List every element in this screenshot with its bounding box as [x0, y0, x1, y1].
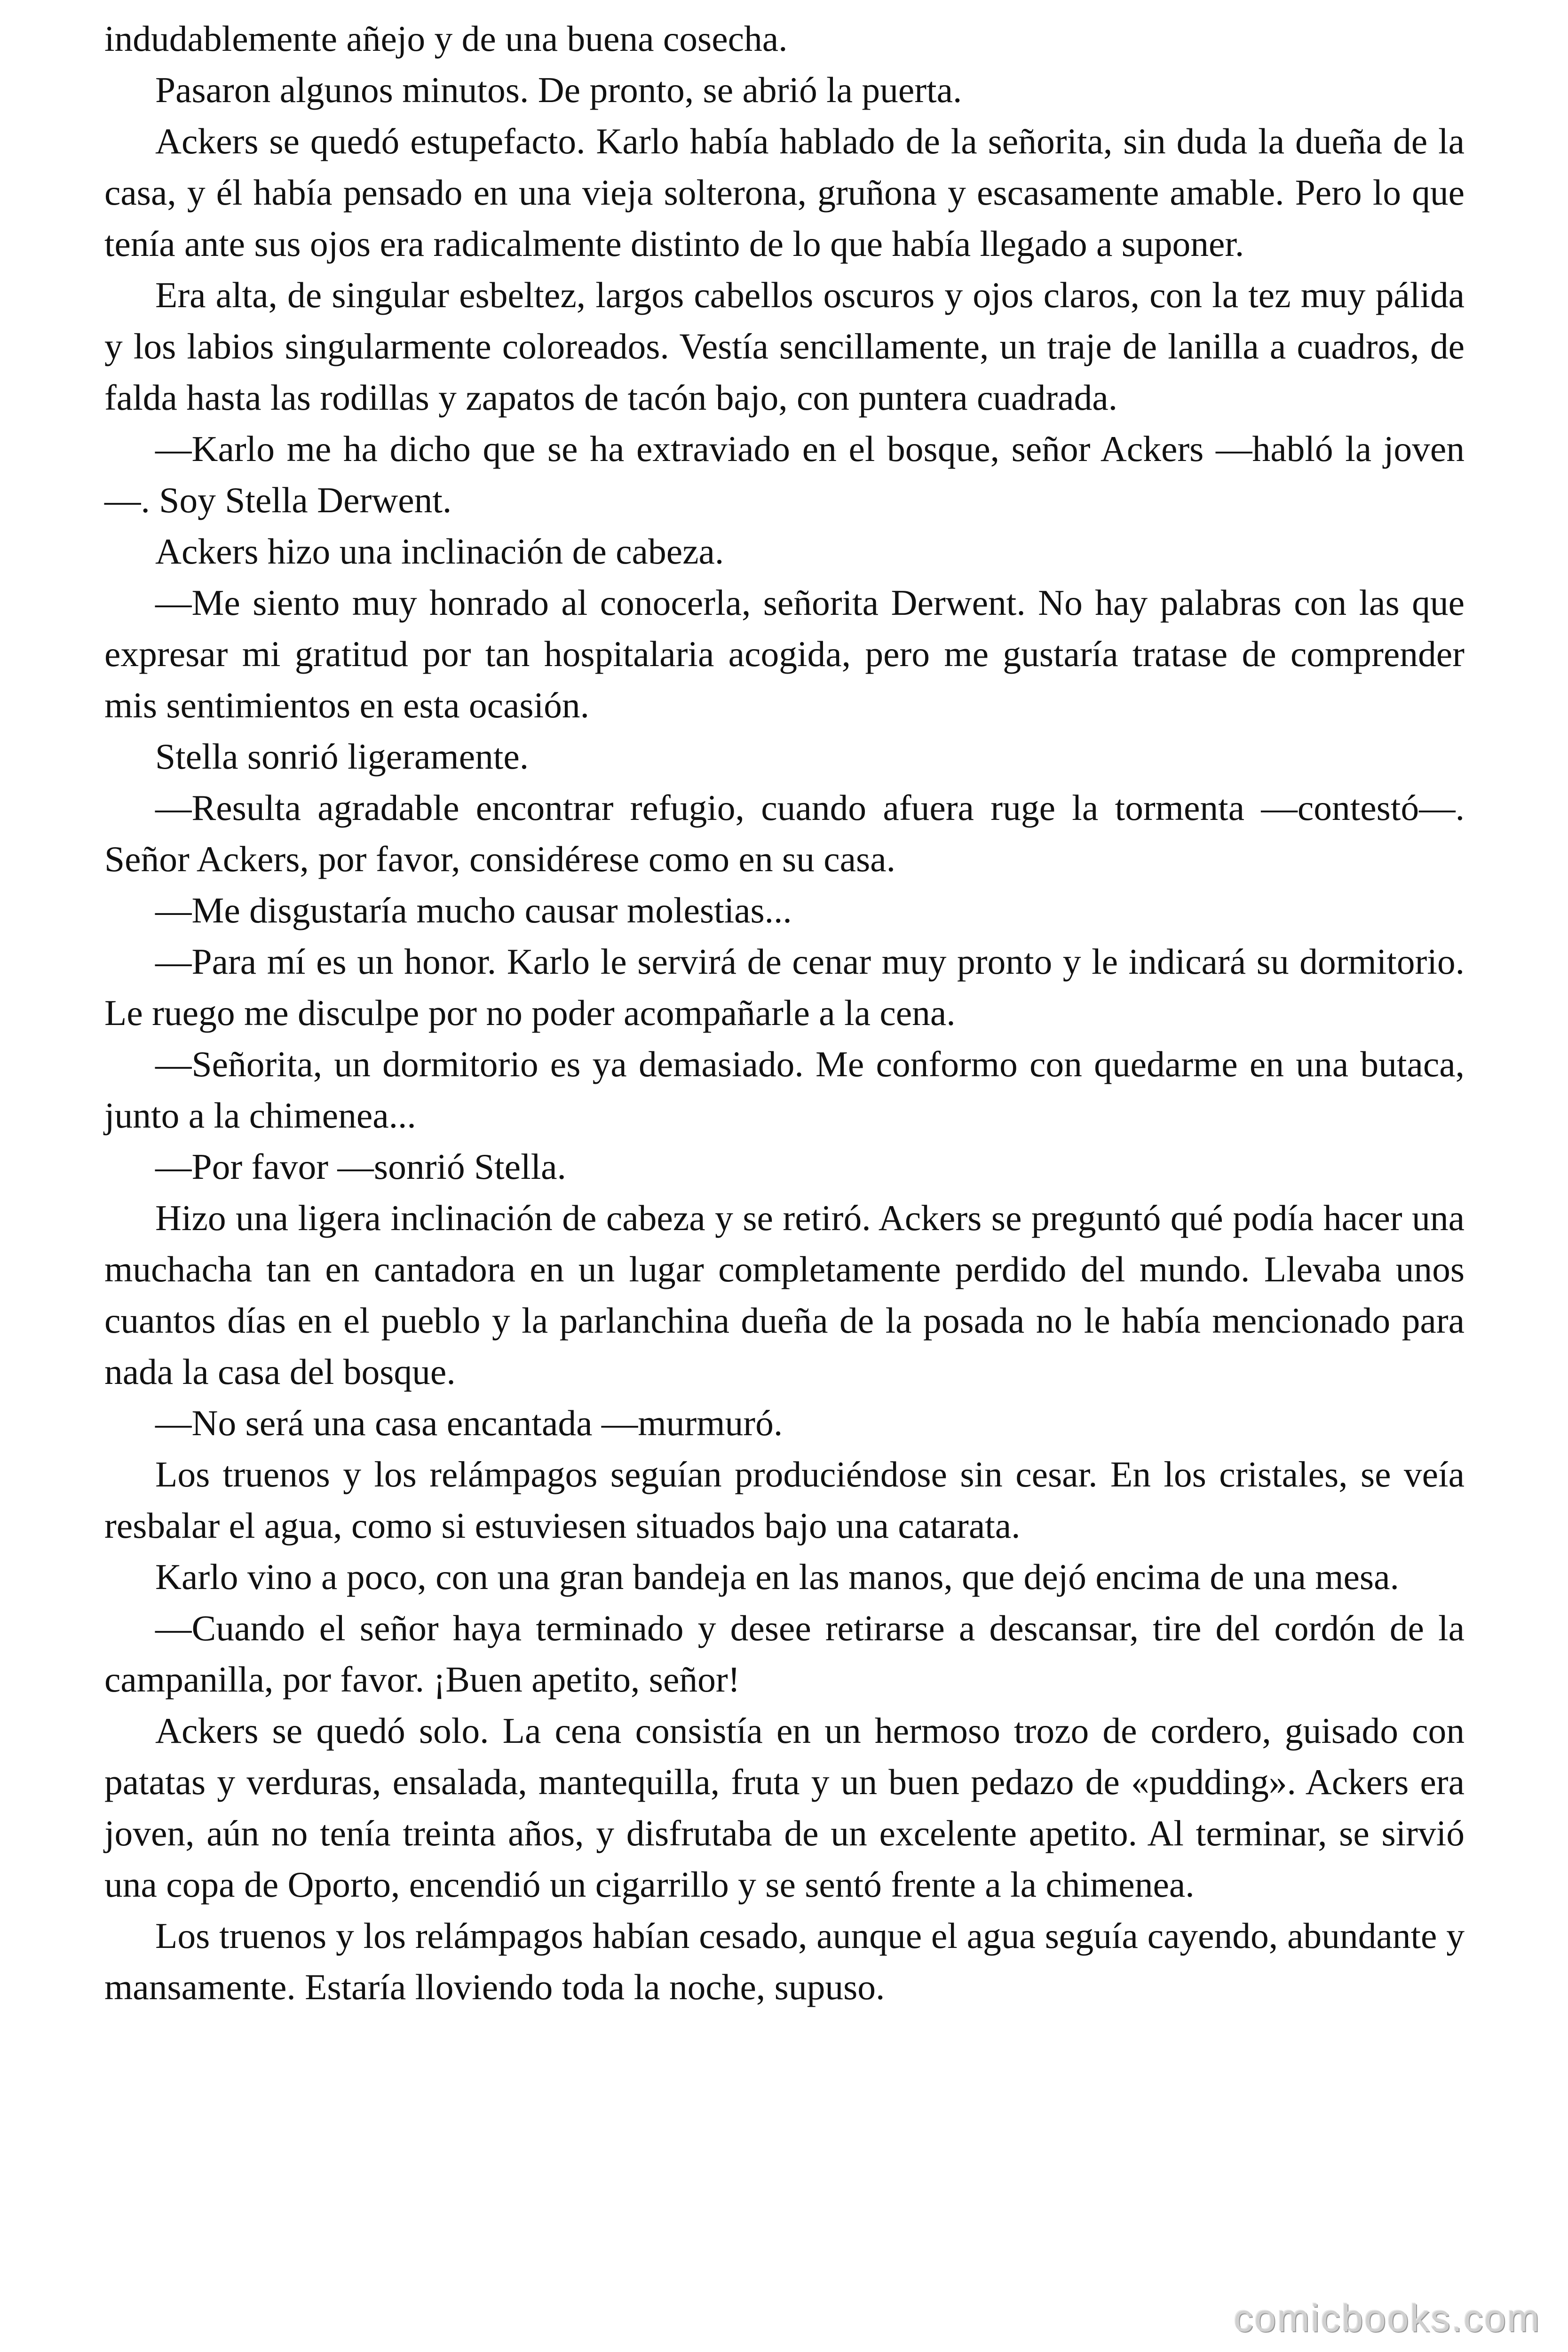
page-body [104, 13, 1465, 2013]
paragraph-19: Ackers se quedó solo. La cena consistía en un hermoso trozo de cordero, guisado con patatas y verduras, ensalada, mantequilla, fruta y un buen pedazo de «pudding». Ackers era joven, aún no tenía treinta años, y disfrutaba de un excelente apetito. Al terminar, se sirvió una copa de Oporto, encendió un cigarrillo y se sentó frente a la chimenea. [104, 1710, 1465, 1905]
paragraph-11: —Para mí es un honor. Karlo le servirá de cenar muy pronto y le indicará su dormitorio. Le ruego me disculpe por no poder acompañarle a la cena. [104, 941, 1465, 1033]
paragraph-2: Pasaron algunos minutos. De pronto, se abrió la puerta. [155, 70, 962, 110]
paragraph-14: Hizo una ligera inclinación de cabeza y se retiró. Ackers se preguntó qué podía hacer una muchacha tan en cantadora en un lugar completamente perdido del mundo. Llevaba unos cuantos días en el pueblo y la parlanchina dueña de la posada no le había mencionado para nada la casa del bosque. [104, 1198, 1465, 1392]
paragraph-7: —Me siento muy honrado al conocerla, señorita Derwent. No hay palabras con las que expresar mi gratitud por tan hospitalaria acogida, pero me gustaría tratase de comprender mis sentimientos en esta ocasión. [104, 582, 1465, 725]
paragraph-6: Ackers hizo una inclinación de cabeza. [155, 531, 724, 572]
paragraph-5: —Karlo me ha dicho que se ha extraviado en el bosque, señor Ackers —habló la joven—. Soy Stella Derwent. [104, 429, 1465, 520]
watermark-logo: comicbooks.com [1234, 2297, 1541, 2340]
paragraph-13: —Por favor —sonrió Stella. [155, 1146, 566, 1187]
paragraph-16: Los truenos y los relámpagos seguían produciéndose sin cesar. En los cristales, se veía resbalar el agua, como si estuviesen situados bajo una catarata. [104, 1454, 1465, 1546]
paragraph-12: —Señorita, un dormitorio es ya demasiado. Me conformo con quedarme en una butaca, junto a la chimenea... [104, 1044, 1465, 1136]
paragraph-17: Karlo vino a poco, con una gran bandeja en las manos, que dejó encima de una mesa. [155, 1557, 1399, 1597]
paragraph-8: Stella sonrió ligeramente. [155, 736, 529, 777]
paragraph-15: —No será una casa encantada —murmuró. [155, 1403, 783, 1443]
paragraph-3: Ackers se quedó estupefacto. Karlo había hablado de la señorita, sin duda la dueña de la casa, y él había pensado en una vieja solterona, gruñona y escasamente amable. Pero lo que tenía ante sus ojos era radicalmente distinto de lo que había llegado a suponer. [104, 121, 1465, 264]
paragraph-20: Los truenos y los relámpagos habían cesado, aunque el agua seguía cayendo, abundante y mansamente. Estaría lloviendo toda la noche, supuso. [104, 1915, 1465, 2007]
paragraph-9: —Resulta agradable encontrar refugio, cuando afuera ruge la tormenta —contestó—. Señor Ackers, por favor, considérese como en su casa. [104, 787, 1465, 879]
paragraph-10: —Me disgustaría mucho causar molestias... [155, 890, 792, 930]
paragraph-1: indudablemente añejo y de una buena cosecha. [104, 18, 788, 59]
paragraph-18: —Cuando el señor haya terminado y desee retirarse a descansar, tire del cordón de la campanilla, por favor. ¡Buen apetito, señor! [104, 1608, 1465, 1700]
paragraph-4: Era alta, de singular esbeltez, largos cabellos oscuros y ojos claros, con la tez muy pálida y los labios singularmente coloreados. Vestía sencillamente, un traje de lanilla a cuadros, de falda hasta las rodillas y zapatos de tacón bajo, con puntera cuadrada. [104, 275, 1465, 418]
